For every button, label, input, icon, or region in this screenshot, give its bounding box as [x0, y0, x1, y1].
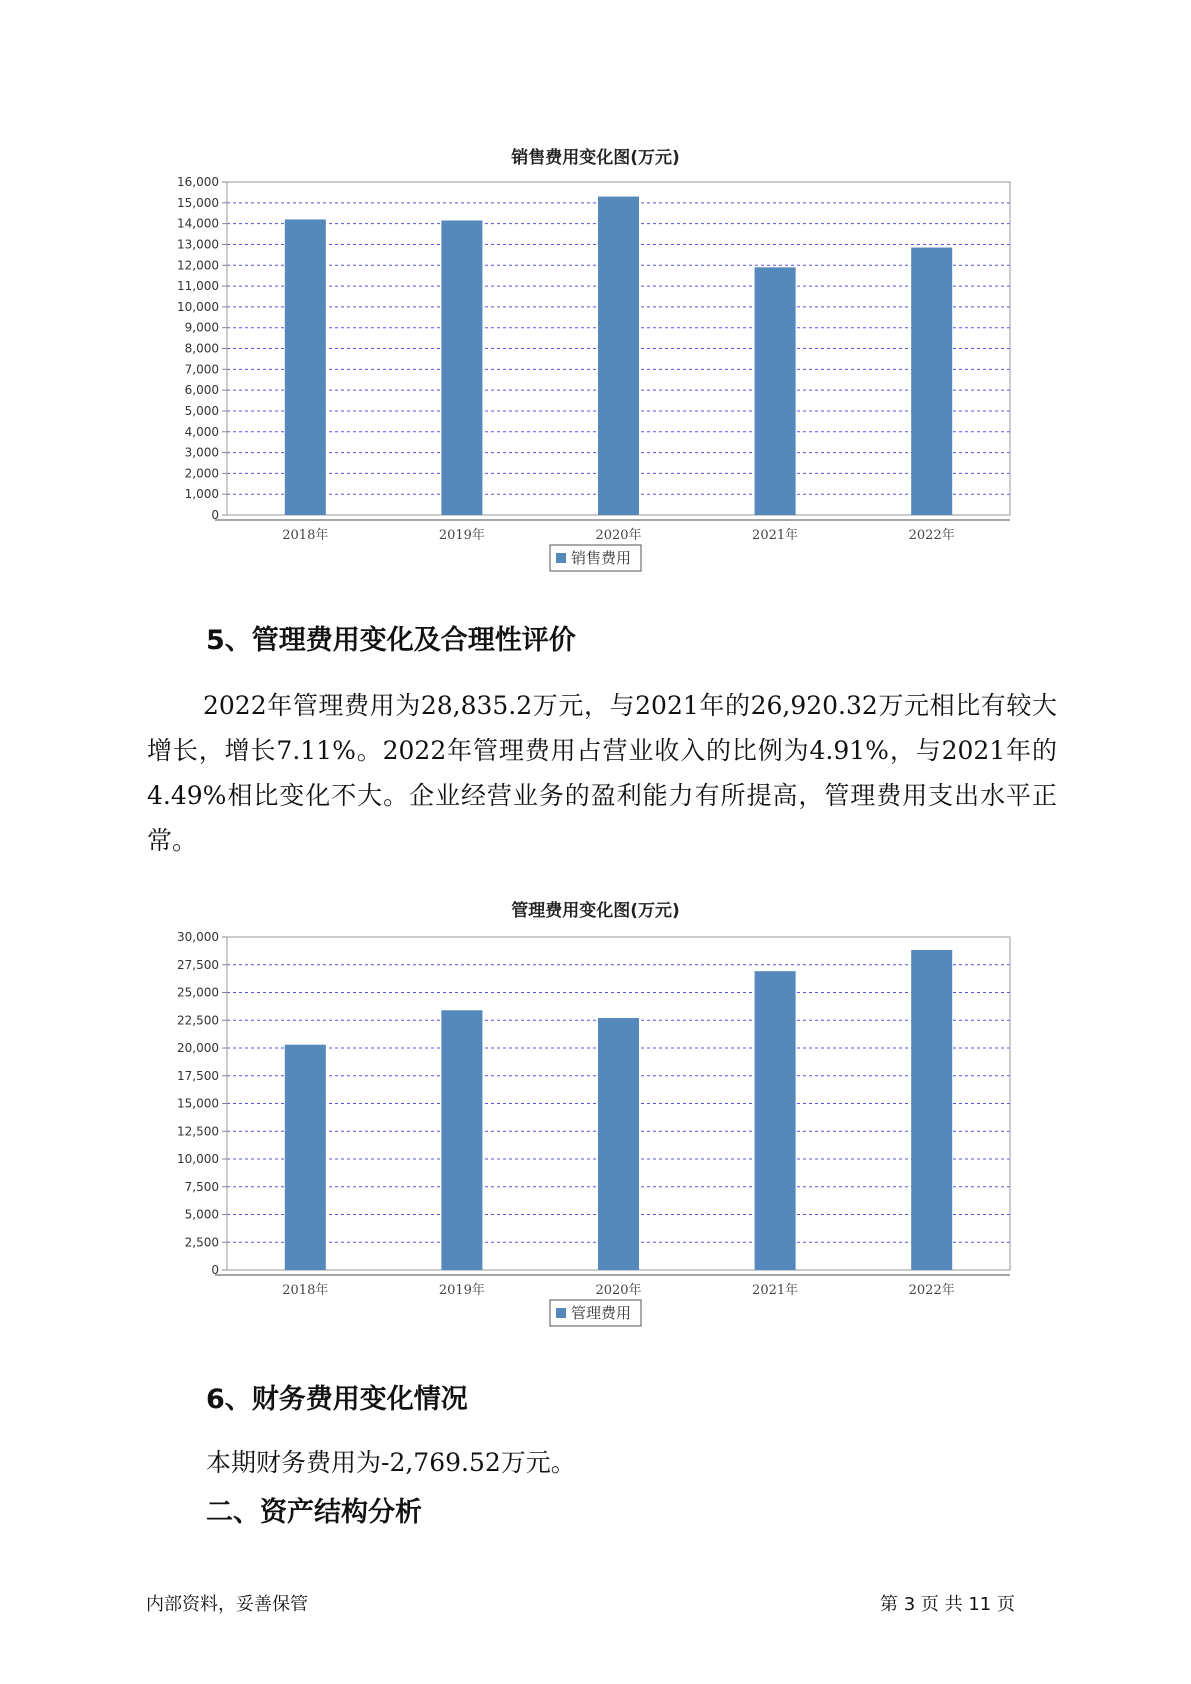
- bar-2020年: [598, 197, 639, 515]
- chart-title-admin: 管理费用变化图(万元): [511, 901, 680, 921]
- y-tick-label: 10,000: [177, 299, 219, 314]
- x-tick-label: 2019年: [438, 1283, 485, 1298]
- bar-2022年: [911, 248, 952, 515]
- section5-paragraph: 2022年管理费用为28,835.2万元，与2021年的26,920.32万元相比有较大增长，增长7.11%。2022年管理费用占营业收入的比例为4.91%，与2021年的4.49%相比变化不大。企业经营业务的盈利能力有所提高，管理费用支出水平正常。: [147, 691, 1057, 855]
- section-two-heading: 二、资产结构分析: [206, 1497, 422, 1528]
- x-tick-label: 2021年: [752, 1283, 799, 1298]
- y-tick-label: 22,500: [177, 1013, 219, 1028]
- legend-label: 管理费用: [571, 1304, 632, 1322]
- bar-2018年: [285, 219, 326, 515]
- bar-2018年: [285, 1045, 326, 1270]
- y-tick-label: 12,500: [177, 1124, 219, 1139]
- y-tick-label: 14,000: [177, 216, 219, 231]
- y-tick-label: 30,000: [177, 930, 219, 944]
- y-tick-label: 0: [211, 508, 219, 522]
- y-tick-label: 0: [211, 1263, 219, 1277]
- admin-expense-chart: [0, 925, 1191, 1345]
- y-tick-label: 27,500: [177, 957, 219, 972]
- y-tick-label: 3,000: [184, 445, 219, 460]
- legend-swatch: [556, 1308, 566, 1318]
- y-tick-label: 2,000: [184, 466, 219, 481]
- y-tick-label: 13,000: [177, 237, 219, 252]
- y-tick-label: 5,000: [184, 403, 219, 418]
- x-tick-label: 2021年: [752, 528, 799, 543]
- legend-label: 销售费用: [571, 549, 632, 567]
- y-tick-label: 1,000: [184, 487, 219, 502]
- bar-2021年: [755, 267, 796, 515]
- bar-2020年: [598, 1018, 639, 1270]
- bar-2019年: [441, 221, 482, 515]
- y-tick-label: 7,500: [184, 1179, 219, 1194]
- y-tick-label: 8,000: [184, 341, 219, 356]
- y-tick-label: 20,000: [177, 1041, 219, 1055]
- x-tick-label: 2018年: [282, 1283, 329, 1298]
- footer-page-number: 第 3 页 共 11 页: [880, 1594, 1015, 1615]
- bar-2021年: [755, 971, 796, 1270]
- bar-2019年: [441, 1010, 482, 1270]
- x-tick-label: 2022年: [908, 1283, 955, 1298]
- legend-swatch: [556, 553, 566, 563]
- x-tick-label: 2020年: [595, 528, 642, 543]
- y-tick-label: 9,000: [184, 320, 219, 335]
- x-tick-label: 2019年: [438, 528, 485, 543]
- section5-heading: 5、管理费用变化及合理性评价: [206, 625, 576, 656]
- x-tick-label: 2018年: [282, 528, 329, 543]
- y-tick-label: 11,000: [177, 279, 219, 294]
- y-tick-label: 16,000: [177, 175, 219, 189]
- chart-title-sales: 销售费用变化图(万元): [511, 148, 680, 168]
- y-tick-label: 7,000: [184, 362, 219, 377]
- x-tick-label: 2020年: [595, 1283, 642, 1298]
- y-tick-label: 6,000: [184, 383, 219, 398]
- section6-heading: 6、财务费用变化情况: [206, 1384, 468, 1415]
- y-tick-label: 15,000: [177, 1096, 219, 1111]
- section6-text: 本期财务费用为-2,769.52万元。: [206, 1448, 576, 1477]
- footer-left: 内部资料，妥善保管: [146, 1594, 308, 1615]
- bar-2022年: [911, 950, 952, 1270]
- y-tick-label: 17,500: [177, 1068, 219, 1083]
- x-tick-label: 2022年: [908, 528, 955, 543]
- y-tick-label: 4,000: [184, 424, 219, 439]
- sales-expense-chart: [0, 170, 1191, 590]
- y-tick-label: 15,000: [177, 195, 219, 210]
- y-tick-label: 12,000: [177, 258, 219, 273]
- legend: [550, 1300, 641, 1326]
- y-tick-label: 10,000: [177, 1152, 219, 1166]
- y-tick-label: 25,000: [177, 985, 219, 1000]
- legend: [550, 545, 641, 571]
- y-tick-label: 2,500: [184, 1235, 219, 1250]
- y-tick-label: 5,000: [184, 1207, 219, 1222]
